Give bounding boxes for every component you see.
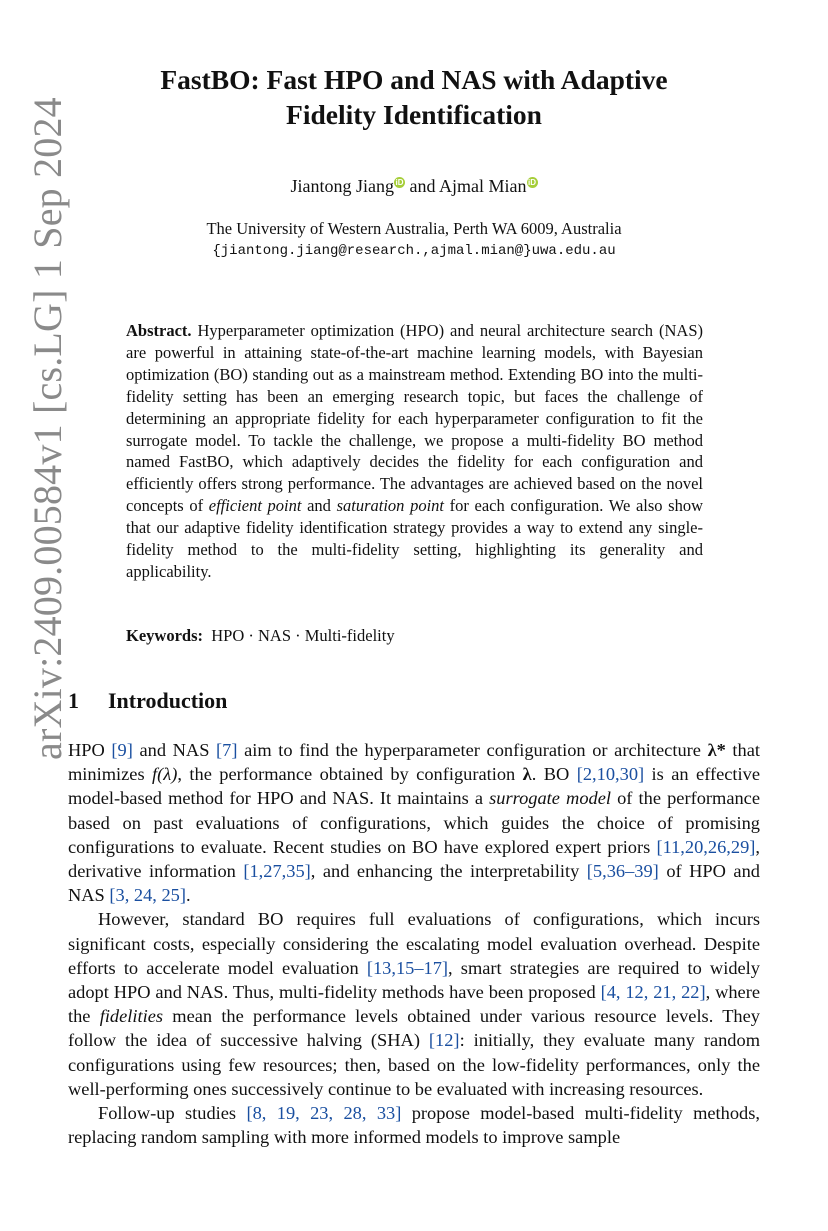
email-address[interactable]: {jiantong.jiang@research.,ajmal.mian@}uwa.edu.au — [212, 243, 616, 259]
author-list — [100, 176, 728, 197]
citation-link[interactable]: [2,10,30] — [576, 764, 645, 785]
text: of HPO and NAS — [68, 861, 760, 906]
keywords-label: Keywords: — [126, 626, 203, 645]
text: , and enhancing the interpretability — [310, 861, 587, 882]
text: HPO — [68, 740, 112, 760]
orcid-icon[interactable]: iD — [528, 178, 536, 187]
citation-link[interactable]: [4, 12, 21, 22] — [600, 982, 706, 1003]
text: and NAS — [132, 740, 217, 760]
abstract-text: for each configuration. We also show that our adaptive fidelity identification strategy provides a way to extend any single-fidelity method to the multi-fidelity setting, highlighting its generality and applicability. — [126, 496, 703, 581]
text: However, standard BO requires full evaluations of configurations, which incurs significant costs, especially considering the escalating model evaluation overhead. Despite efforts to accelerate model evaluation — [68, 909, 760, 978]
abstract-term: saturation point — [336, 496, 444, 516]
text: : initially, they evaluate many random configurations using few resources; then, based on the low-fidelity performances, only the well-performing ones successively continue to be evaluated with increasing resources. — [68, 1030, 760, 1099]
citation-link[interactable]: [13,15–17] — [366, 957, 449, 978]
text: aim to find the hyperparameter configuration or architecture — [237, 740, 708, 760]
emphasis: surrogate model — [489, 788, 611, 809]
text: is an effective model-based method for HPO and NAS. It maintains a — [68, 764, 761, 809]
text: propose model-based multi-fidelity methods, replacing random sampling with more informed models to improve sample — [68, 1103, 760, 1148]
section-heading — [68, 688, 227, 714]
text: . — [186, 885, 191, 906]
math-symbol: f(λ) — [152, 764, 178, 785]
keywords — [126, 626, 703, 646]
math-symbol: λ* — [707, 740, 726, 760]
paragraph — [68, 907, 760, 1101]
citation-link[interactable]: [1,27,35] — [243, 861, 311, 882]
section-number: 1 — [68, 688, 79, 713]
text: of the performance based on past evaluations of configurations, which guides the choice of promising configurations to evaluate. Recent studies on BO have explored expert priors — [68, 788, 760, 857]
keywords-list: HPO · NAS · Multi-fidelity — [211, 626, 395, 645]
emphasis: fidelities — [99, 1006, 164, 1027]
author-name: Jiantong Jiang — [290, 176, 394, 196]
text: mean the performance levels obtained under various resource levels. They follow the idea of successive halving (SHA) — [68, 1006, 760, 1051]
paragraph — [68, 1101, 760, 1149]
abstract-term: efficient point — [208, 496, 302, 516]
text: , where the — [68, 982, 761, 1027]
citation-link[interactable]: [9] — [111, 740, 133, 760]
arxiv-identifier-stamp: arXiv:2409.00584v1 [cs.LG] 1 Sep 2024 — [25, 97, 70, 760]
abstract — [126, 320, 703, 583]
abstract-text: Hyperparameter optimization (HPO) and neural architecture search (NAS) are powerful in attaining state-of-the-art machine learning models, with Bayesian optimization (BO) standing out as a mainstream method. Extending BO into the multi-fidelity setting has been an emerging research topic, but faces the challenge of determining an appropriate fidelity for each hyperparameter configuration to fit the surrogate model. To tackle the challenge, we propose a multi-fidelity BO method named FastBO, which adaptively decides the fidelity for each configuration and efficiently offers strong performance. The advantages are achieved based on the novel concepts of — [126, 321, 703, 516]
affiliation-block — [100, 218, 728, 262]
text: , derivative information — [68, 836, 760, 882]
text: . BO — [531, 764, 577, 785]
citation-link[interactable]: [5,36–39] — [586, 861, 659, 882]
math-symbol: λ — [522, 764, 532, 785]
text: , smart strategies are required to widely adopt HPO and NAS. Thus, multi-fidelity methods have been proposed — [68, 957, 760, 1003]
abstract-label: Abstract. — [126, 321, 192, 340]
paper-title — [100, 62, 728, 132]
title-line-1: FastBO: Fast HPO and NAS with Adaptive — [160, 64, 668, 95]
section-title: Introduction — [108, 688, 228, 713]
body-text — [68, 738, 760, 1149]
abstract-text: and — [307, 496, 331, 516]
affiliation: The University of Western Australia, Perth WA 6009, Australia — [206, 219, 622, 238]
title-line-2: Fidelity Identification — [286, 99, 542, 130]
citation-link[interactable]: [8, 19, 23, 28, 33] — [246, 1103, 402, 1124]
orcid-icon[interactable]: iD — [395, 178, 404, 187]
citation-link[interactable]: [12] — [428, 1030, 460, 1051]
author-name: Ajmal Mian — [439, 176, 527, 196]
author-conjunction: and — [409, 176, 436, 196]
paragraph — [68, 738, 760, 907]
citation-link[interactable]: [3, 24, 25] — [109, 885, 187, 906]
text: that minimizes — [68, 740, 760, 785]
text: , the performance obtained by configuration — [177, 764, 523, 785]
text: Follow-up studies — [98, 1103, 247, 1124]
citation-link[interactable]: [11,20,26,29] — [656, 836, 756, 857]
citation-link[interactable]: [7] — [216, 740, 238, 760]
